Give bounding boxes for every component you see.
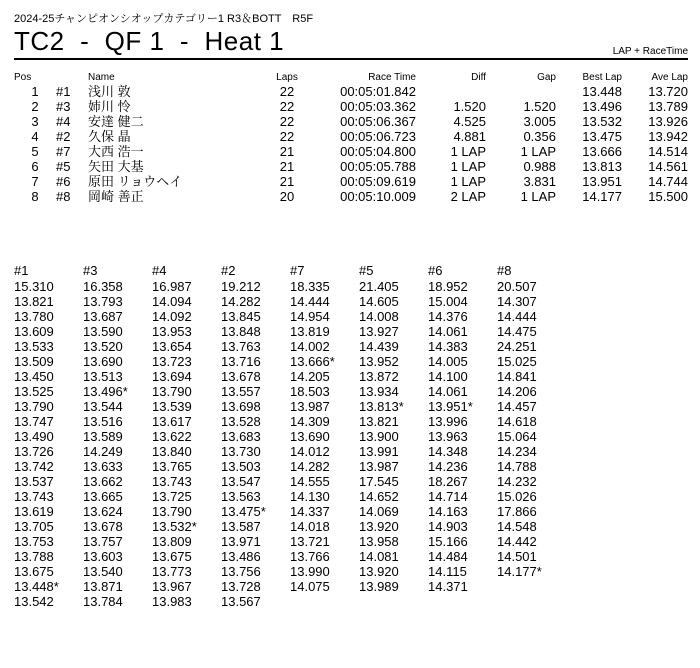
cell-pos: 2 — [31, 99, 39, 114]
lap-time: 13.757 — [83, 534, 123, 549]
lap-time: 13.617 — [152, 414, 192, 429]
cell-laps: 22 — [279, 129, 295, 144]
lap-time: 14.282 — [221, 294, 261, 309]
lap-time: 14.100 — [428, 369, 468, 384]
cell-laps: 22 — [279, 84, 295, 99]
lap-time: 13.743 — [152, 474, 192, 489]
cell-diff: 4.881 — [453, 129, 486, 144]
lap-time: 14.714 — [428, 489, 468, 504]
table-row — [14, 159, 688, 174]
lap-time: 13.927 — [359, 324, 399, 339]
lap-time: 18.267 — [428, 474, 468, 489]
lap-time: 13.951* — [428, 399, 473, 414]
lap-time: 14.442 — [497, 534, 537, 549]
lap-time: 13.730 — [221, 444, 261, 459]
lap-time: 14.002 — [290, 339, 330, 354]
lap-time: 14.249 — [83, 444, 123, 459]
cell-ave-lap: 14.514 — [648, 144, 688, 159]
lap-time: 14.337 — [290, 504, 330, 519]
cell-laps: 22 — [279, 114, 295, 129]
lap-time: 16.358 — [83, 279, 123, 294]
lap-time: 13.996 — [428, 414, 468, 429]
cell-laps: 20 — [279, 189, 295, 204]
lap-time: 13.537 — [14, 474, 54, 489]
lap-time: 13.747 — [14, 414, 54, 429]
lap-time: 13.678 — [221, 369, 261, 384]
lap-time: 13.567 — [221, 594, 261, 609]
lap-time: 18.335 — [290, 279, 330, 294]
cell-gap: 3.831 — [523, 174, 556, 189]
lap-time: 14.618 — [497, 414, 537, 429]
lap-time: 13.490 — [14, 429, 54, 444]
lap-time: 13.773 — [152, 564, 192, 579]
cell-ave-lap: 14.561 — [648, 159, 688, 174]
cell-driver-name: 久保 晶 — [88, 129, 131, 144]
lap-time: 13.690 — [83, 354, 123, 369]
table-row — [14, 174, 688, 189]
lap-column — [497, 263, 566, 609]
cell-pos: 6 — [31, 159, 39, 174]
cell-gap: 1 LAP — [520, 189, 556, 204]
lap-time: 13.662 — [83, 474, 123, 489]
col-diff: Diff — [471, 71, 486, 83]
lap-time: 13.687 — [83, 309, 123, 324]
lap-column — [221, 263, 290, 609]
lap-time: 13.587 — [221, 519, 261, 534]
lap-time: 14.383 — [428, 339, 468, 354]
lap-time: 14.206 — [497, 384, 537, 399]
lap-time: 13.525 — [14, 384, 54, 399]
lap-time: 14.234 — [497, 444, 537, 459]
lap-time: 13.934 — [359, 384, 399, 399]
lap-time: 14.652 — [359, 489, 399, 504]
lap-time: 24.251 — [497, 339, 537, 354]
lap-time: 18.952 — [428, 279, 468, 294]
cell-best-lap: 13.951 — [582, 174, 622, 189]
lap-time: 13.544 — [83, 399, 123, 414]
table-row — [14, 189, 688, 204]
lap-time: 17.866 — [497, 504, 537, 519]
lap-time: 13.819 — [290, 324, 330, 339]
lap-time: 13.963 — [428, 429, 468, 444]
lap-time: 13.753 — [14, 534, 54, 549]
cell-race-time: 00:05:06.723 — [340, 129, 416, 144]
lap-time: 14.841 — [497, 369, 537, 384]
lap-time: 13.952 — [359, 354, 399, 369]
lap-time: 13.705 — [14, 519, 54, 534]
lap-time: 13.845 — [221, 309, 261, 324]
cell-race-time: 00:05:03.362 — [340, 99, 416, 114]
cell-driver-name: 大西 浩一 — [88, 144, 144, 159]
lap-time: 13.496* — [83, 384, 128, 399]
lap-time: 13.633 — [83, 459, 123, 474]
lap-time: 13.742 — [14, 459, 54, 474]
cell-best-lap: 13.532 — [582, 114, 622, 129]
lap-time: 13.721 — [290, 534, 330, 549]
lap-time: 13.603 — [83, 549, 123, 564]
lap-time: 14.439 — [359, 339, 399, 354]
cell-best-lap: 13.496 — [582, 99, 622, 114]
lap-time: 14.094 — [152, 294, 192, 309]
lap-time: 13.675 — [14, 564, 54, 579]
col-gap: Gap — [537, 71, 556, 83]
lap-time: 13.765 — [152, 459, 192, 474]
lap-time: 14.205 — [290, 369, 330, 384]
lap-column-header: #8 — [497, 263, 512, 278]
lap-time: 14.548 — [497, 519, 537, 534]
lap-time: 21.405 — [359, 279, 399, 294]
cell-gap: 1 LAP — [520, 144, 556, 159]
lap-time: 14.075 — [290, 579, 330, 594]
cell-ave-lap: 15.500 — [648, 189, 688, 204]
lap-time: 14.092 — [152, 309, 192, 324]
lap-time: 13.848 — [221, 324, 261, 339]
lap-time: 14.371 — [428, 579, 468, 594]
lap-time: 13.486 — [221, 549, 261, 564]
cell-gap — [486, 84, 556, 99]
lap-time: 13.971 — [221, 534, 261, 549]
lap-time: 13.503 — [221, 459, 261, 474]
cell-diff: 2 LAP — [450, 189, 486, 204]
lap-time: 13.528 — [221, 414, 261, 429]
cell-diff — [416, 84, 486, 99]
col-laps: Laps — [276, 71, 298, 83]
lap-time: 14.005 — [428, 354, 468, 369]
lap-column-header: #5 — [359, 263, 374, 278]
lap-time: 16.987 — [152, 279, 192, 294]
lap-time: 13.450 — [14, 369, 54, 384]
lap-time: 13.547 — [221, 474, 261, 489]
lap-time: 13.840 — [152, 444, 192, 459]
lap-time: 14.069 — [359, 504, 399, 519]
lap-time: 14.115 — [428, 564, 467, 579]
lap-column-header: #4 — [152, 263, 167, 278]
lap-time: 15.166 — [428, 534, 468, 549]
lap-time: 13.520 — [83, 339, 123, 354]
lap-time: 14.954 — [290, 309, 330, 324]
lap-time: 13.967 — [152, 579, 192, 594]
lap-time: 13.533 — [14, 339, 54, 354]
cell-pos: 4 — [31, 129, 39, 144]
lap-time: 13.542 — [14, 594, 54, 609]
lap-time: 13.784 — [83, 594, 123, 609]
lap-time: 13.900 — [359, 429, 399, 444]
lap-column-header: #2 — [221, 263, 236, 278]
cell-race-time: 00:05:10.009 — [340, 189, 416, 204]
lap-time: 14.130 — [290, 489, 330, 504]
lap-time: 14.061 — [428, 384, 468, 399]
lap-time: 13.557 — [221, 384, 261, 399]
cell-best-lap: 13.448 — [582, 84, 622, 99]
col-number — [56, 70, 88, 84]
cell-ave-lap: 13.720 — [648, 84, 688, 99]
lap-time: 13.539 — [152, 399, 192, 414]
lap-time: 13.983 — [152, 594, 192, 609]
lap-time: 15.004 — [428, 294, 468, 309]
lap-time: 13.958 — [359, 534, 399, 549]
lap-time: 14.012 — [290, 444, 330, 459]
cell-diff: 1 LAP — [450, 159, 486, 174]
lap-time: 14.475 — [497, 324, 537, 339]
lap-time: 13.920 — [359, 564, 399, 579]
cell-gap: 0.356 — [523, 129, 556, 144]
lap-time: 19.212 — [221, 279, 261, 294]
lap-column — [428, 263, 497, 609]
lap-time: 14.501 — [497, 549, 537, 564]
cell-best-lap: 13.813 — [582, 159, 622, 174]
lap-time: 13.763 — [221, 339, 261, 354]
cell-ave-lap: 13.789 — [648, 99, 688, 114]
event-subtitle: 2024-25チャンピオンシオップカテゴリー1 R3＆BOTT R5F — [14, 13, 314, 25]
cell-ave-lap: 14.744 — [648, 174, 688, 189]
page-title: TC2 - QF 1 - Heat 1 — [14, 26, 285, 56]
lap-time: 13.790 — [152, 504, 192, 519]
lap-column — [14, 263, 83, 609]
lap-time: 14.309 — [290, 414, 330, 429]
cell-best-lap: 13.666 — [582, 144, 622, 159]
lap-time: 13.793 — [83, 294, 123, 309]
lap-time: 13.920 — [359, 519, 399, 534]
lap-time: 13.690 — [290, 429, 330, 444]
lap-time: 13.987 — [359, 459, 399, 474]
lap-time: 18.503 — [290, 384, 330, 399]
lap-column-header: #3 — [83, 263, 98, 278]
lap-time: 13.989 — [359, 579, 399, 594]
lap-time: 14.788 — [497, 459, 537, 474]
cell-best-lap: 13.475 — [582, 129, 622, 144]
lap-time: 14.457 — [497, 399, 537, 414]
cell-pos: 7 — [31, 174, 39, 189]
cell-race-time: 00:05:09.619 — [340, 174, 416, 189]
cell-pos: 8 — [31, 189, 39, 204]
lap-time: 14.484 — [428, 549, 468, 564]
lap-column — [359, 263, 428, 609]
cell-car-number: #5 — [56, 159, 71, 174]
cell-race-time: 00:05:06.367 — [340, 114, 416, 129]
cell-diff: 1.520 — [453, 99, 486, 114]
lap-column — [83, 263, 152, 609]
lap-time: 13.809 — [152, 534, 192, 549]
lap-column — [152, 263, 221, 609]
lap-time: 17.545 — [359, 474, 399, 489]
cell-laps: 22 — [279, 99, 295, 114]
cell-driver-name: 浅川 敦 — [88, 84, 131, 99]
cell-driver-name: 安達 健二 — [88, 114, 144, 129]
cell-gap: 1.520 — [523, 99, 556, 114]
lap-time: 13.678 — [83, 519, 123, 534]
lap-time: 14.282 — [290, 459, 330, 474]
lap-time: 15.310 — [14, 279, 54, 294]
lap-column — [290, 263, 359, 609]
lap-time: 13.756 — [221, 564, 261, 579]
lap-time: 13.532* — [152, 519, 197, 534]
lap-time: 13.953 — [152, 324, 192, 339]
cell-gap: 0.988 — [523, 159, 556, 174]
cell-driver-name: 矢田 大基 — [88, 159, 144, 174]
cell-best-lap: 14.177 — [582, 189, 622, 204]
lap-time: 14.605 — [359, 294, 399, 309]
table-row — [14, 144, 688, 159]
cell-car-number: #1 — [56, 84, 71, 99]
cell-diff: 1 LAP — [450, 174, 486, 189]
lap-time: 14.444 — [497, 309, 537, 324]
lap-time: 13.790 — [14, 399, 54, 414]
col-pos: Pos — [14, 71, 32, 83]
lap-time: 13.743 — [14, 489, 54, 504]
title-divider — [14, 58, 688, 60]
lap-time: 13.590 — [83, 324, 123, 339]
lap-time: 13.780 — [14, 309, 54, 324]
lap-time: 13.725 — [152, 489, 192, 504]
cell-driver-name: 姉川 怜 — [88, 99, 131, 114]
cell-laps: 21 — [279, 159, 295, 174]
lap-time: 13.513 — [83, 369, 123, 384]
lap-time: 13.666* — [290, 354, 335, 369]
lap-time: 13.540 — [83, 564, 123, 579]
lap-time: 13.987 — [290, 399, 330, 414]
table-row — [14, 114, 688, 129]
lap-time: 13.766 — [290, 549, 330, 564]
lap-time: 15.064 — [497, 429, 537, 444]
lap-time: 13.821 — [359, 414, 399, 429]
lap-time: 15.026 — [497, 489, 537, 504]
lap-time: 13.619 — [14, 504, 54, 519]
cell-car-number: #7 — [56, 144, 71, 159]
table-row — [14, 84, 688, 99]
col-ave-lap: Ave Lap — [651, 71, 688, 83]
lap-time: 13.609 — [14, 324, 54, 339]
lap-time: 14.444 — [290, 294, 330, 309]
lap-time: 13.990 — [290, 564, 330, 579]
lap-time: 13.516 — [83, 414, 123, 429]
lap-time: 14.061 — [428, 324, 468, 339]
lap-time: 13.790 — [152, 384, 192, 399]
lap-time: 13.726 — [14, 444, 54, 459]
lap-time: 14.018 — [290, 519, 330, 534]
results-table — [14, 70, 688, 204]
lap-time: 13.475* — [221, 504, 266, 519]
cell-car-number: #3 — [56, 99, 71, 114]
lap-racetime-note: LAP + RaceTime — [612, 46, 688, 57]
col-best-lap: Best Lap — [582, 71, 622, 83]
cell-driver-name: 岡崎 善正 — [88, 189, 144, 204]
lap-time: 13.872 — [359, 369, 399, 384]
cell-ave-lap: 13.942 — [648, 129, 688, 144]
lap-time: 13.622 — [152, 429, 192, 444]
cell-car-number: #6 — [56, 174, 71, 189]
lap-time: 14.163 — [428, 504, 468, 519]
lap-time: 14.081 — [359, 549, 399, 564]
lap-time: 13.698 — [221, 399, 261, 414]
table-row — [14, 129, 688, 144]
lap-time: 13.728 — [221, 579, 261, 594]
lap-time: 14.903 — [428, 519, 468, 534]
lap-time: 13.694 — [152, 369, 192, 384]
lap-time: 13.991 — [359, 444, 399, 459]
lap-times-grid — [14, 263, 566, 609]
lap-time: 13.821 — [14, 294, 54, 309]
lap-time: 13.448* — [14, 579, 59, 594]
lap-time: 13.654 — [152, 339, 192, 354]
lap-column-header: #1 — [14, 263, 29, 278]
results-header-row — [14, 70, 688, 84]
lap-time: 13.675 — [152, 549, 192, 564]
lap-time: 13.563 — [221, 489, 261, 504]
cell-pos: 1 — [31, 84, 39, 99]
cell-laps: 21 — [279, 174, 295, 189]
lap-time: 14.555 — [290, 474, 330, 489]
lap-time: 13.665 — [83, 489, 123, 504]
cell-laps: 21 — [279, 144, 295, 159]
lap-time: 13.813* — [359, 399, 404, 414]
cell-car-number: #4 — [56, 114, 71, 129]
lap-time: 13.509 — [14, 354, 54, 369]
lap-time: 13.589 — [83, 429, 123, 444]
lap-time: 20.507 — [497, 279, 537, 294]
table-row — [14, 99, 688, 114]
cell-car-number: #2 — [56, 129, 71, 144]
col-name: Name — [88, 71, 115, 83]
lap-time: 13.788 — [14, 549, 54, 564]
lap-time: 13.716 — [221, 354, 261, 369]
lap-time: 14.177* — [497, 564, 542, 579]
cell-diff: 4.525 — [453, 114, 486, 129]
lap-time: 14.236 — [428, 459, 468, 474]
lap-time: 14.376 — [428, 309, 468, 324]
cell-diff: 1 LAP — [450, 144, 486, 159]
lap-column-header: #7 — [290, 263, 305, 278]
lap-time: 14.008 — [359, 309, 399, 324]
cell-driver-name: 原田 リョウヘイ — [88, 174, 183, 189]
cell-gap: 3.005 — [523, 114, 556, 129]
lap-time: 13.624 — [83, 504, 123, 519]
lap-time: 14.307 — [497, 294, 537, 309]
cell-race-time: 00:05:04.800 — [340, 144, 416, 159]
cell-ave-lap: 13.926 — [648, 114, 688, 129]
cell-car-number: #8 — [56, 189, 71, 204]
cell-race-time: 00:05:01.842 — [340, 84, 416, 99]
lap-time: 15.025 — [497, 354, 537, 369]
cell-pos: 5 — [31, 144, 39, 159]
cell-race-time: 00:05:05.788 — [340, 159, 416, 174]
lap-time: 13.683 — [221, 429, 261, 444]
col-race-time: Race Time — [368, 71, 416, 83]
lap-time: 13.723 — [152, 354, 192, 369]
lap-time: 14.348 — [428, 444, 468, 459]
cell-pos: 3 — [31, 114, 39, 129]
lap-time: 14.232 — [497, 474, 537, 489]
lap-time: 13.871 — [83, 579, 123, 594]
lap-column-header: #6 — [428, 263, 443, 278]
